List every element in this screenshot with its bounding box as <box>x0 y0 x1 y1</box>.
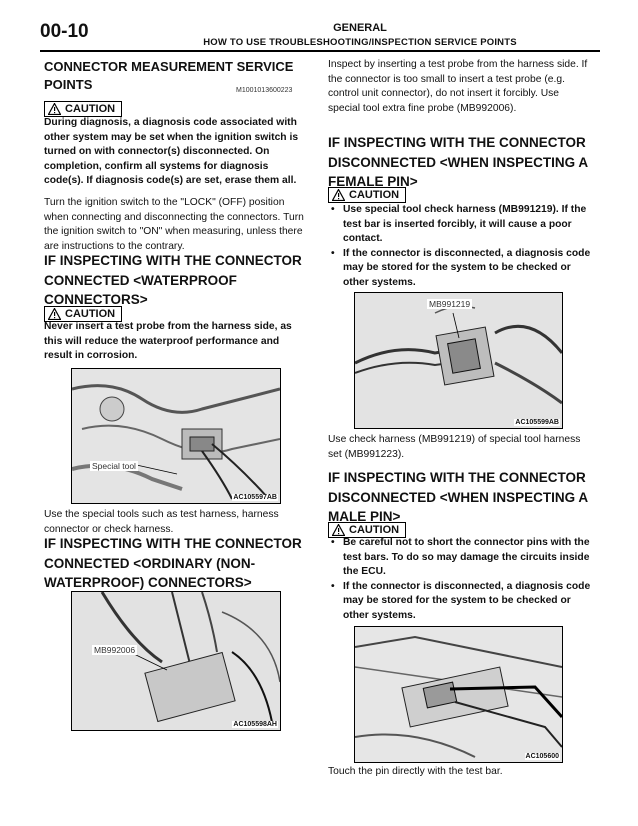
reference-code: M1001013600223 <box>236 87 293 94</box>
warning-icon <box>332 189 345 201</box>
engine-harness-illustration <box>72 369 280 503</box>
caution-box-3 <box>328 187 406 203</box>
figure-id: AC105600 <box>525 753 559 760</box>
caution-label: CAUTION <box>349 189 400 201</box>
caution-item: • If the connector is disconnected, a diagnosis code may be stored for the system to be checked or other systems. <box>328 580 592 624</box>
connector-measurement-title: CONNECTOR MEASUREMENT SERVICE POINTS <box>44 59 294 92</box>
figure-special-tool <box>71 368 281 504</box>
figure-id: AC105599AB <box>515 419 559 426</box>
figure-id: AC105597AB <box>233 494 277 501</box>
check-harness-illustration <box>355 293 562 428</box>
figure-id: AC105598AH <box>233 721 277 728</box>
caution-label: CAUTION <box>65 308 116 320</box>
page-number: 00-10 <box>40 21 89 42</box>
warning-icon <box>332 524 345 536</box>
probe-connector-illustration <box>72 592 280 730</box>
section-title: GENERAL <box>333 22 387 34</box>
figure-label-mb992006: MB992006 <box>94 645 136 655</box>
caution-item: • Use special tool check harness (MB991219). If the test bar is inserted forcibly, it will cause a poor contact. <box>328 203 592 247</box>
caution-box-1 <box>44 101 122 117</box>
figure-check-harness <box>354 292 563 429</box>
caution-item: • Be careful not to short the connector pins with the test bars. To do so may damage the circuits inside the ECU. <box>328 536 592 580</box>
header-rule <box>40 50 600 52</box>
heading-non-waterproof: IF INSPECTING WITH THE CONNECTOR CONNECTED <ORDINARY (NON-WATERPROOF) CONNECTORS> <box>44 536 302 590</box>
check-harness-paragraph: Use check harness (MB991219) of special tool harness set (MB991223). <box>328 434 581 460</box>
warning-icon <box>48 308 61 320</box>
test-bar-illustration <box>355 627 562 762</box>
heading-male-pin: IF INSPECTING WITH THE CONNECTOR DISCONNECTED <WHEN INSPECTING A MALE PIN> <box>328 470 588 524</box>
figure-label-mb991219: MB991219 <box>429 299 471 309</box>
probe-insert-paragraph: Inspect by inserting a test probe from the harness side. If the connector is too small to insert a test probe (e.g. control unit connector), do not insert it forcibly. Use special tool extra fine probe (MB992006). <box>328 59 588 114</box>
caution-text-diagnosis: During diagnosis, a diagnosis code associated with other system may be set when the ignition switch is turned on with connector(s) disconnected. On completion, confirm all systems for diagnosis code(s). If diagnosis code(s) are set, erase them all. <box>44 117 299 187</box>
figure-male-pin <box>354 626 563 763</box>
caution-item: • If the connector is disconnected, a diagnosis code may be stored for the system to be checked or other systems. <box>328 247 592 291</box>
caution-list-female <box>328 203 592 291</box>
caution-label: CAUTION <box>349 524 400 536</box>
heading-female-pin: IF INSPECTING WITH THE CONNECTOR DISCONNECTED <WHEN INSPECTING A FEMALE PIN> <box>328 135 588 189</box>
caution-label: CAUTION <box>65 103 116 115</box>
figure-label-special-tool: Special tool <box>92 461 136 471</box>
caution-list-male <box>328 536 592 624</box>
special-tools-paragraph: Use the special tools such as test harness, harness connector or check harness. <box>44 509 279 535</box>
warning-icon <box>48 103 61 115</box>
subsection-title: HOW TO USE TROUBLESHOOTING/INSPECTION SERVICE POINTS <box>203 37 517 48</box>
ignition-switch-paragraph: Turn the ignition switch to the "LOCK" (OFF) position when connecting and disconnecting the connectors. Turn the ignition switch to "ON" when measuring, unless there are instructions to the contrary. <box>44 197 304 252</box>
heading-waterproof: IF INSPECTING WITH THE CONNECTOR CONNECTED <WATERPROOF CONNECTORS> <box>44 253 302 307</box>
caution-text-probe: Never insert a test probe from the harness side, as this will reduce the waterproof performance and result in corrosion. <box>44 321 292 362</box>
figure-extra-fine-probe <box>71 591 281 731</box>
touch-pin-paragraph: Touch the pin directly with the test bar. <box>328 766 503 777</box>
